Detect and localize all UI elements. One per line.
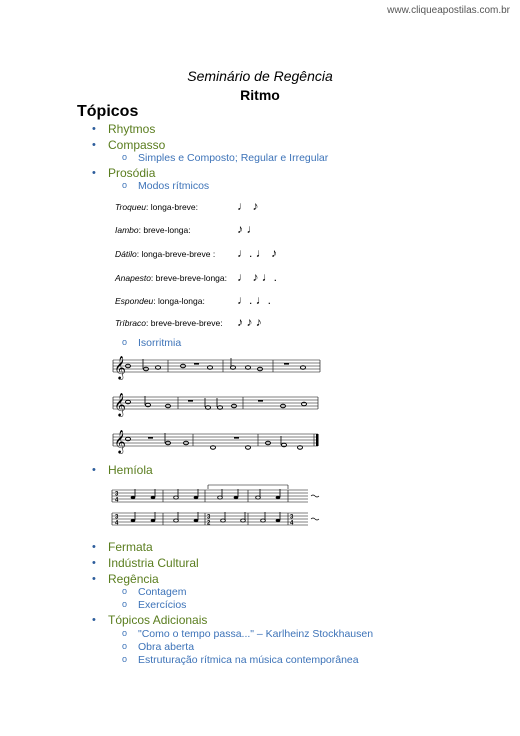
topic-compasso [92, 138, 166, 152]
subtopic-label: Contagem [138, 586, 187, 598]
sub-bullet-icon: o [122, 654, 128, 664]
sub-bullet-icon: o [122, 180, 128, 190]
subtopic-isorritmia [122, 337, 182, 349]
svg-text:3: 3 [290, 514, 294, 521]
svg-text:𝄞: 𝄞 [114, 392, 126, 416]
subtopic-exercicios [122, 599, 187, 611]
mode-row: Espondeu: longa-longa: [115, 296, 205, 306]
subtopic-label: Obra aberta [138, 641, 195, 653]
mode-notes: ♩. ♩ ♪ [237, 246, 278, 260]
sub-bullet-icon: o [122, 152, 128, 162]
bullet-icon: • [92, 139, 96, 151]
mode-row: Anapesto: breve-breve-longa: [115, 273, 228, 283]
topic-label: Indústria Cultural [108, 556, 199, 570]
subtopic-label: Simples e Composto; Regular e Irregular [138, 152, 329, 164]
mode-row: Troqueu: longa-breve: [115, 202, 199, 212]
subtopic-label: Estruturação rítmica na música contemporânea [138, 654, 359, 666]
bullet-icon: • [92, 573, 96, 585]
topic-label: Rhytmos [108, 122, 156, 136]
sub-bullet-icon: o [122, 628, 128, 638]
topic-adicionais [92, 613, 208, 627]
svg-text:3: 3 [207, 514, 211, 521]
mode-row: Dátilo: longa-breve-breve : [115, 249, 216, 259]
subtopic-label: "Como o tempo passa..." – Karlheinz Stockhausen [138, 628, 374, 640]
subtopic-label: Exercícios [138, 599, 187, 611]
svg-text:2: 2 [207, 520, 211, 527]
sub-bullet-icon: o [122, 586, 128, 596]
subtopic-obra-aberta [122, 641, 195, 653]
svg-text:4: 4 [290, 520, 294, 527]
mode-row: Tríbraco: breve-breve-breve: [115, 318, 223, 328]
bullet-icon: • [92, 614, 96, 626]
topic-label: Tópicos Adicionais [108, 613, 208, 627]
subtopic-modos [122, 180, 210, 192]
subtopic-label: Isorritmia [138, 337, 182, 349]
topic-prosodia [92, 166, 156, 180]
topic-label: Compasso [108, 138, 166, 152]
document-title: Seminário de Regência [187, 68, 333, 84]
mode-notes: ♪ ♩ [237, 222, 259, 236]
topic-rhytmos [92, 122, 156, 136]
bullet-icon: • [92, 541, 96, 553]
svg-text:4: 4 [115, 497, 119, 504]
topic-label: Fermata [108, 540, 153, 554]
svg-text:4: 4 [115, 520, 119, 527]
mode-notes: ♪ ♪ ♪ [237, 315, 262, 329]
mode-notes: ♩ ♪ ♩. [237, 270, 278, 284]
watermark: www.cliqueapostilas.com.br [387, 5, 510, 16]
topic-label: Hemíola [108, 463, 153, 477]
isorhythm-score [108, 352, 323, 462]
sub-bullet-icon: o [122, 641, 128, 651]
bullet-icon: • [92, 167, 96, 179]
svg-text:𝄞: 𝄞 [114, 429, 126, 453]
hemiola-score [108, 482, 323, 530]
sub-bullet-icon: o [122, 337, 128, 347]
svg-text:3: 3 [115, 491, 119, 498]
document-subtitle: Ritmo [240, 87, 280, 103]
subtopic-estruturacao [122, 654, 359, 666]
mode-notes: ♩. ♩. [237, 293, 272, 307]
bullet-icon: • [92, 464, 96, 476]
svg-text:𝄞: 𝄞 [114, 355, 126, 379]
topic-label: Prosódia [108, 166, 156, 180]
topic-fermata [92, 540, 153, 554]
topics-heading: Tópicos [77, 103, 139, 120]
subtopic-compasso [122, 152, 329, 164]
svg-text:3: 3 [115, 514, 119, 521]
mode-notes: ♩ ♪ [237, 199, 259, 213]
bullet-icon: • [92, 123, 96, 135]
bullet-icon: • [92, 557, 96, 569]
mode-row: Iambo: breve-longa: [115, 225, 191, 235]
topic-regencia [92, 572, 159, 586]
sub-bullet-icon: o [122, 599, 128, 609]
subtopic-stockhausen [122, 628, 374, 640]
subtopic-label: Modos rítmicos [138, 180, 210, 192]
subtopic-contagem [122, 586, 187, 598]
topic-industria [92, 556, 199, 570]
topic-label: Regência [108, 572, 159, 586]
topic-hemiola [92, 463, 153, 477]
